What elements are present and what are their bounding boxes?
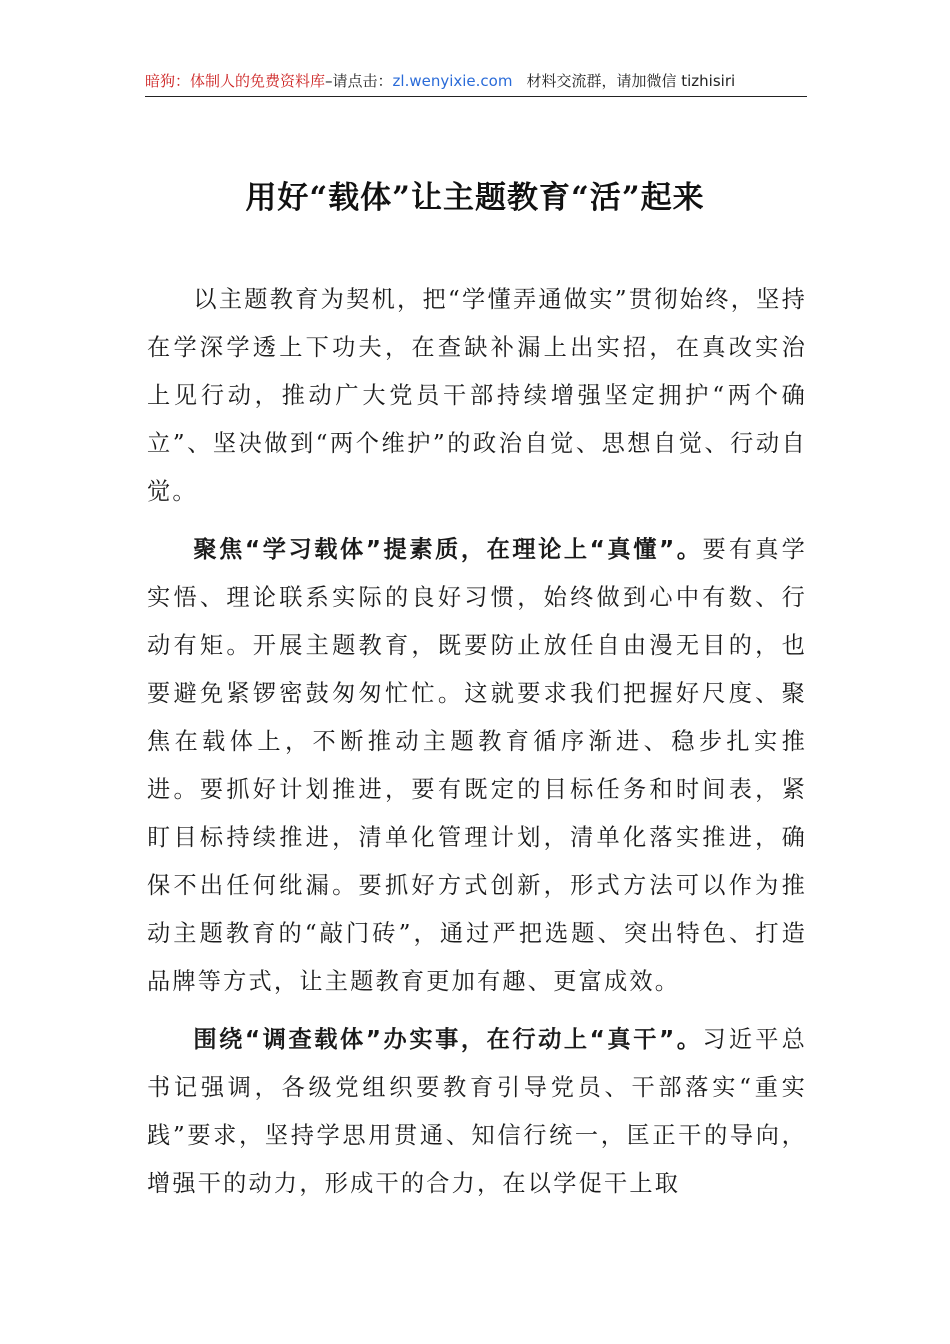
paragraph-text: 以主题教育为契机，把“学懂弄通做实”贯彻始终，坚持在学深学透上下功夫，在查缺补漏上出实招，在真改实治上见行动，推动广大党员干部持续增强坚定拥护“两个确立”、坚决做到“两个维护”的政治自觉、思想自觉、行动自觉。: [147, 286, 807, 505]
header-link[interactable]: zl.wenyixie.com: [392, 72, 513, 90]
paragraph: [147, 1016, 807, 1208]
paragraph: [147, 526, 807, 1006]
paragraph-lead: 围绕“调查载体”办实事，在行动上“真干”。: [193, 1026, 703, 1053]
header-contact: 材料交流群，请加微信 tizhisiri: [526, 72, 736, 90]
paragraph-text: 习近平总书记强调，各级党组织要教育引导党员、干部落实“重实践”要求，坚持学思用贯通、知信行统一，匡正干的导向，增强干的动力，形成干的合力，在以学促干上取: [147, 1026, 807, 1197]
page-header: [145, 68, 807, 97]
document-body: [147, 276, 807, 1218]
header-link-prefix: –请点击：: [325, 72, 393, 90]
paragraph-text: 要有真学实悟、理论联系实际的良好习惯，始终做到心中有数、行动有矩。开展主题教育，既要防止放任自由漫无目的，也要避免紧锣密鼓匆匆忙忙。这就要求我们把握好尺度、聚焦在载体上，不断推动主题教育循序渐进、稳步扎实推进。要抓好计划推进，要有既定的目标任务和时间表，紧盯目标持续推进，清单化管理计划，清单化落实推进，确保不出任何纰漏。要抓好方式创新，形式方法可以作为推动主题教育的“敲门砖”，通过严把选题、突出特色、打造品牌等方式，让主题教育更加有趣、更富成效。: [147, 536, 807, 995]
paragraph: [147, 276, 807, 516]
header-brand: 暗狗：体制人的免费资料库: [145, 72, 326, 90]
paragraph-lead: 聚焦“学习载体”提素质，在理论上“真懂”。: [193, 536, 703, 563]
document-title: 用好“载体”让主题教育“活”起来: [245, 180, 705, 216]
